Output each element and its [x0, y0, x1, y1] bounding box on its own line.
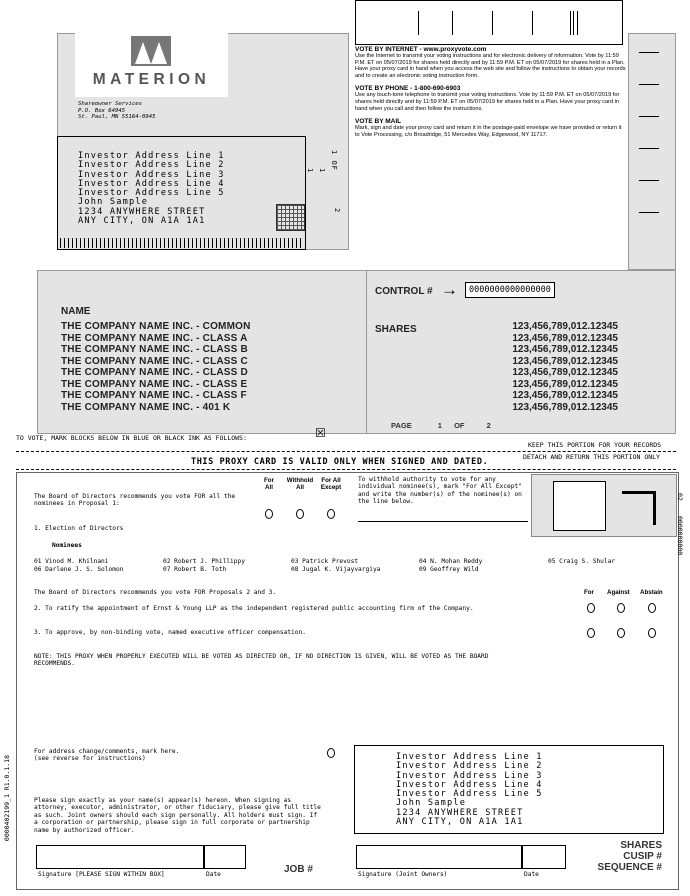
signature-label: Signature [PLEASE SIGN WITHIN BOX] — [38, 871, 165, 878]
detach-portion: DETACH AND RETURN THIS PORTION ONLY — [523, 453, 660, 461]
job-label: JOB # — [284, 864, 313, 875]
name-label: NAME — [61, 306, 91, 317]
col-for-all-except: For All Except — [320, 477, 342, 492]
item3-against-checkbox[interactable] — [617, 628, 625, 638]
barcode-box — [355, 0, 623, 45]
shares-tag: SHARES — [620, 840, 662, 851]
nominee-02: 02 Robert J. Phillippy — [163, 558, 245, 565]
company-name: MATERION — [92, 71, 211, 88]
for-all-except-checkbox[interactable] — [327, 509, 335, 519]
nominee-01: 01 Vinod M. Khilnani — [34, 558, 109, 565]
nominee-03: 03 Patrick Prevost — [291, 558, 359, 565]
ballot-barcode-area — [531, 474, 677, 537]
proposal1-recommend: The Board of Directors recommends you vote FOR all the nominees in Proposal 1: — [34, 493, 236, 508]
col-for-all: For All — [264, 477, 274, 492]
mailing-address: Investor Address Line 1 Investor Address Line 2 Investor Address Line 3 Investor Address Line 4 Investor Address Line 5 John Sample 1234 ANYWHERE STREET ANY CITY, ON A1A 1A1 — [78, 151, 225, 227]
item2-abstain-checkbox[interactable] — [648, 603, 656, 613]
item1-election: 1. Election of Directors — [34, 525, 124, 532]
item3-compensation: 3. To approve, by non-binding vote, named executive officer compensation. — [34, 629, 306, 636]
to-vote-instructions: TO VOTE, MARK BLOCKS BELOW IN BLUE OR BLACK INK AS FOLLOWS: — [16, 434, 247, 442]
item2-ratify: 2. To ratify the appointment of Ernst & Young LLP as the independent registered public accounting firm of the Company. — [34, 605, 474, 612]
signing-instructions: Please sign exactly as your name(s) appear(s) hereon. When signing as attorney, executor, administrator, or other fiduciary, please give full title as such. Joint owners should each sign personally. All holders must sign. If a corporation or partnership, please sign in full corporate or partnership name by authorized officer. — [34, 797, 321, 834]
nominee-04: 04 N. Mohan Reddy — [419, 558, 483, 565]
item3-abstain-checkbox[interactable] — [648, 628, 656, 638]
nominee-08: 08 Jugal K. Vijayvargiya — [291, 566, 381, 573]
item2-for-checkbox[interactable] — [587, 603, 595, 613]
nominees-label: Nominees — [52, 542, 82, 549]
valid-notice: THIS PROXY CARD IS VALID ONLY WHEN SIGNED AND DATED. — [191, 457, 489, 467]
vote-internet-body: Use the Internet to transmit your voting instructions and for electronic delivery of information. Vote by 11:59 P.M. ET on 05/07/2019 for shares held directly and by 11:59 P.M. ET on 05/07/2019 for shares held in a Plan. Have your proxy card in hand when you access the web site and follow the instructions to obtain your records and to create an electronic voting instruction form. — [355, 53, 626, 79]
right-code: 0000000000 — [676, 516, 684, 556]
perforation-bottom — [16, 469, 676, 470]
col-abstain: Abstain — [640, 589, 663, 596]
vote-phone-heading: VOTE BY PHONE - 1-800-690-6903 — [355, 85, 461, 93]
col-for: For — [584, 589, 594, 596]
tracking-tags — [590, 840, 662, 873]
address-change-text: For address change/comments, mark here. (see reverse for instructions) — [34, 748, 180, 763]
col-against: Against — [607, 589, 630, 596]
perforation-top — [16, 451, 676, 452]
date-box[interactable] — [204, 845, 246, 869]
signature-box[interactable] — [36, 845, 204, 869]
vote-mail-body: Mark, sign and date your proxy card and return it in the postage-paid envelope we have provided or return it to Vote Processing, c/o Broadridge, 51 Mercedes Way, Edgewood, NY 11717. — [355, 125, 622, 138]
item3-for-checkbox[interactable] — [587, 628, 595, 638]
company-list: THE COMPANY NAME INC. - COMMON THE COMPANY NAME INC. - CLASS A THE COMPANY NAME INC. - CLASS B THE COMPANY NAME INC. - CLASS C THE COMPANY NAME INC. - CLASS D THE COMPANY NAME INC. - CLASS E THE COMPANY NAME INC. - CLASS F THE COMPANY NAME INC. - 401 K — [61, 321, 251, 413]
address-change-checkbox[interactable] — [327, 748, 335, 758]
proposals23-recommend: The Board of Directors recommends you vote FOR Proposals 2 and 3. — [34, 589, 277, 596]
postal-barcode — [60, 238, 301, 248]
item2-against-checkbox[interactable] — [617, 603, 625, 613]
page-indicator: PAGE 1 OF 2 — [391, 421, 491, 430]
vote-instructions — [355, 46, 627, 138]
joint-signature-label: Signature (Joint Owners) — [358, 871, 448, 878]
page-side-indicator: 1 OF — [330, 150, 338, 171]
control-label: CONTROL # — [375, 286, 433, 297]
materion-logo-icon — [131, 36, 171, 66]
vote-internet-heading: VOTE BY INTERNET - www.proxyvote.com — [355, 46, 487, 53]
withhold-all-checkbox[interactable] — [296, 509, 304, 519]
joint-signature-box[interactable] — [356, 845, 522, 869]
keep-portion: KEEP THIS PORTION FOR YOUR RECORDS — [528, 441, 662, 449]
nominee-07: 07 Robert B. Toth — [163, 566, 227, 573]
nominee-05: 05 Craig S. Shular — [548, 558, 616, 565]
control-arrow: → — [441, 280, 458, 299]
nominee-09: 09 Geoffrey Wild — [419, 566, 479, 573]
proxy-note: NOTE: THIS PROXY WHEN PROPERLY EXECUTED WILL BE VOTED AS DIRECTED OR, IF NO DIRECTION IS GIVEN, WILL BE VOTED AS THE BOARD RECOMMENDS. — [34, 653, 489, 668]
right-code-2: 02 — [676, 493, 684, 501]
shares-label: SHARES — [375, 324, 417, 335]
withhold-write-line[interactable] — [358, 521, 528, 522]
vote-phone-body: Use any touch-tone telephone to transmit your voting instructions. Vote by 11:59 P.M. ET on 05/07/2019 for shares held directly and by 11:59 P.M. ET on 05/07/2019 for shares held in a Plan. Have your proxy card in hand when you call and then follow the instructions. — [355, 92, 620, 112]
col-withhold-all: Withhold All — [286, 477, 314, 492]
page-side-marks-2: 1 — [306, 168, 314, 173]
postal-grid — [276, 204, 305, 231]
holdings-divider — [366, 270, 367, 434]
control-number: 0000000000000000 — [465, 282, 555, 298]
joint-date-box[interactable] — [522, 845, 566, 869]
shares-list: 123,456,789,012.12345 123,456,789,012.12345 123,456,789,012.12345 123,456,789,012.12345 123,456,789,012.12345 123,456,789,012.12345 123,456,789,012.12345 123,456,789,012.12345 — [512, 321, 618, 413]
side-code: 0000402199_1 R1.0.1.18 — [3, 755, 11, 842]
withhold-instructions: To withhold authority to vote for any individual nominee(s), mark "For All Except" and write the number(s) of the nominee(s) on the line below. — [358, 476, 522, 506]
sample-mark: ☒ — [315, 426, 326, 440]
sequence-tag: SEQUENCE # — [597, 862, 662, 873]
nominee-06: 06 Darlene J. S. Solomon — [34, 566, 124, 573]
page-number-vertical: 2 — [333, 208, 341, 213]
cusip-tag: CUSIP # — [623, 851, 662, 862]
right-strip — [628, 33, 676, 270]
vote-mail-heading: VOTE BY MAIL — [355, 118, 402, 126]
for-all-checkbox[interactable] — [265, 509, 273, 519]
logo-area — [75, 33, 228, 97]
date-label: Date — [206, 871, 221, 878]
page-side-marks: 1 — [318, 168, 326, 173]
shareowner-services: Shareowner Services P.O. Box 64945 St. Paul, MN 55164-0945 — [78, 101, 156, 121]
joint-date-label: Date — [524, 871, 539, 878]
ballot-address: Investor Address Line 1 Investor Address Line 2 Investor Address Line 3 Investor Address Line 4 Investor Address Line 5 John Sample 1234 ANYWHERE STREET ANY CITY, ON A1A 1A1 — [396, 752, 543, 828]
